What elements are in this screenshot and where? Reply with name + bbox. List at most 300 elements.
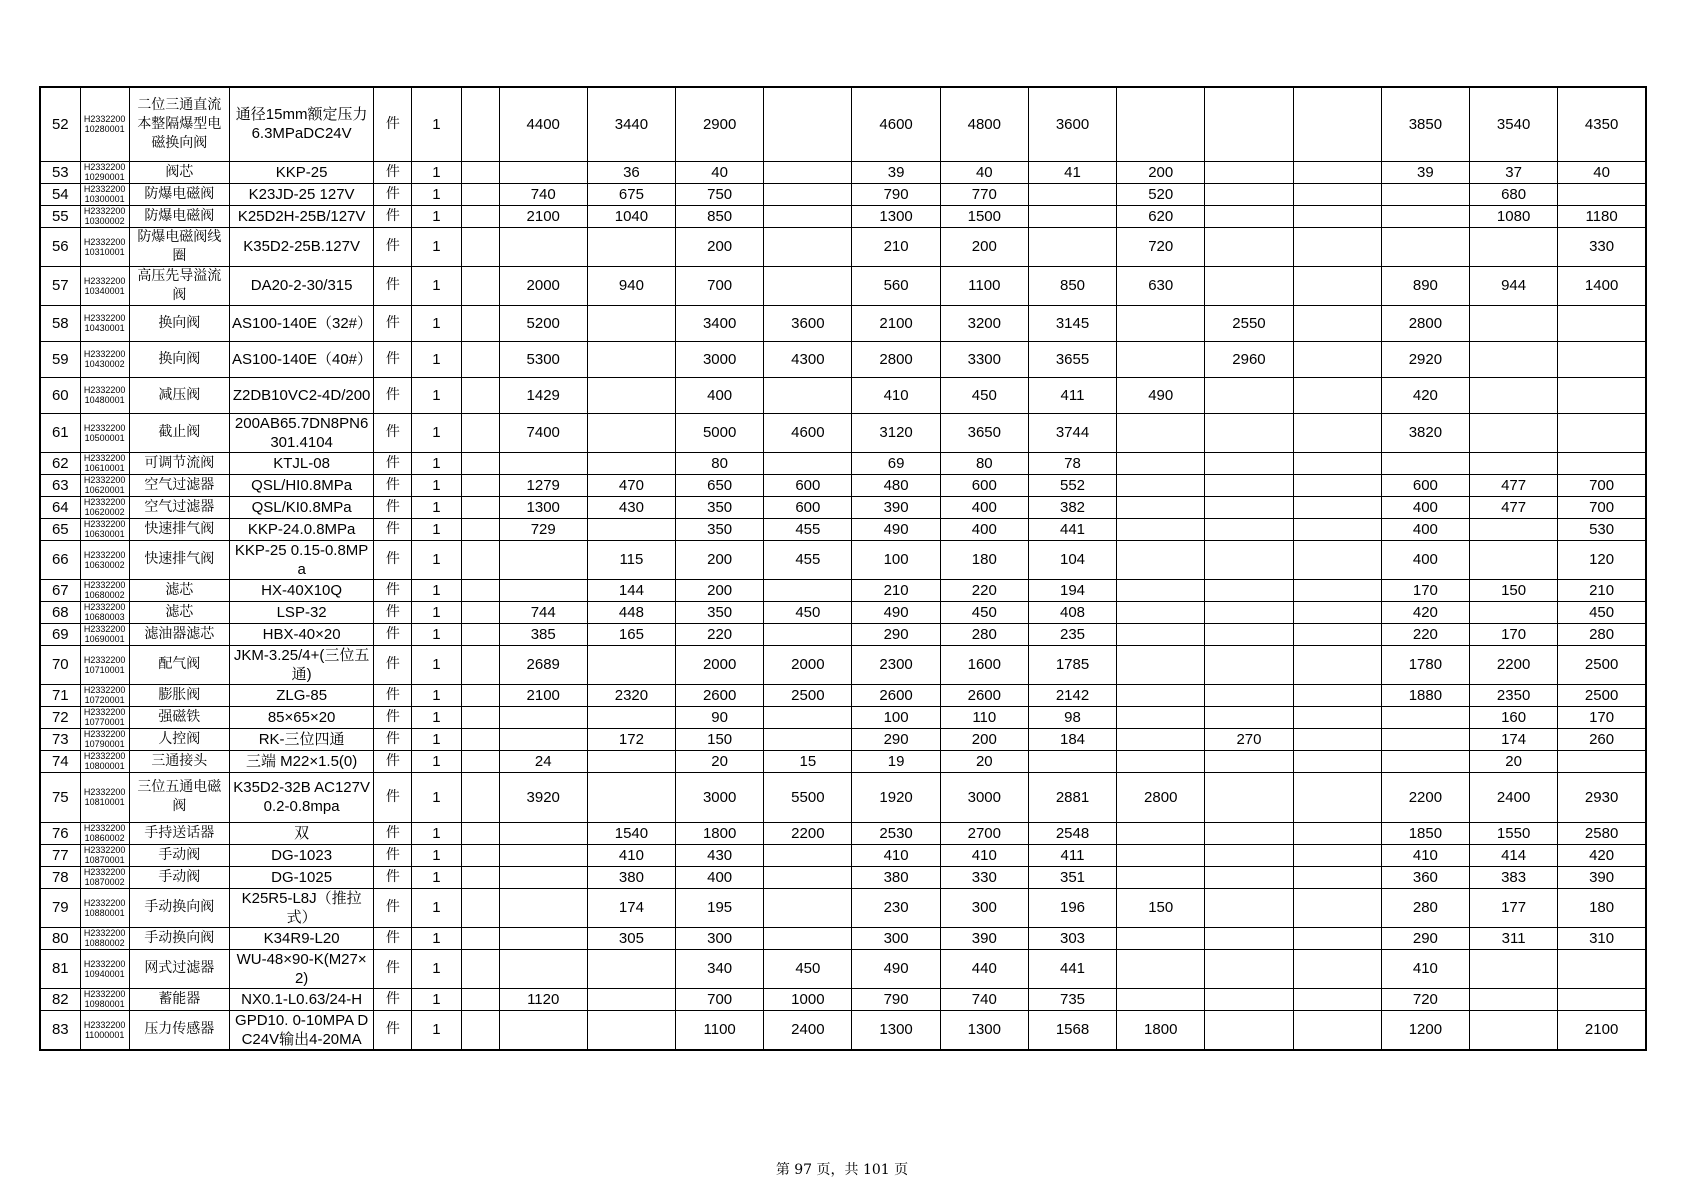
price-cell <box>764 623 852 645</box>
item-unit: 件 <box>374 266 412 305</box>
price-cell <box>1293 227 1381 266</box>
price-cell: 390 <box>1558 866 1646 888</box>
price-cell: 300 <box>852 927 940 949</box>
price-cell: 2920 <box>1381 341 1469 377</box>
item-name: 配气阀 <box>129 645 229 684</box>
price-cell: 382 <box>1028 496 1116 518</box>
price-cell: 350 <box>676 518 764 540</box>
price-cell: 1785 <box>1028 645 1116 684</box>
item-unit: 件 <box>374 227 412 266</box>
price-cell: 2930 <box>1558 772 1646 822</box>
price-cell: 1300 <box>499 496 587 518</box>
material-code: H2332200 10430002 <box>80 341 129 377</box>
price-cell: 770 <box>940 183 1028 205</box>
row-number: 54 <box>40 183 80 205</box>
price-cell <box>499 227 587 266</box>
price-cell: 2100 <box>1558 1010 1646 1050</box>
price-cell <box>1470 1010 1558 1050</box>
price-cell <box>1205 949 1293 988</box>
table-row <box>40 623 1646 645</box>
price-cell <box>461 413 499 452</box>
price-cell: 24 <box>499 750 587 772</box>
price-cell: 390 <box>940 927 1028 949</box>
price-cell <box>764 866 852 888</box>
price-cell: 144 <box>587 579 675 601</box>
page-footer: 第 97 页，共 101 页 <box>775 1162 909 1178</box>
price-cell: 5300 <box>499 341 587 377</box>
item-name: 防爆电磁阀 <box>129 183 229 205</box>
item-spec: K25D2H-25B/127V <box>229 205 373 227</box>
price-cell: 520 <box>1117 183 1205 205</box>
price-cell <box>1293 706 1381 728</box>
price-cell: 700 <box>1558 474 1646 496</box>
price-cell: 2200 <box>1381 772 1469 822</box>
price-cell <box>1205 266 1293 305</box>
price-cell <box>499 579 587 601</box>
item-unit: 件 <box>374 888 412 927</box>
table-row <box>40 227 1646 266</box>
table-row <box>40 205 1646 227</box>
price-cell <box>461 161 499 183</box>
price-cell <box>1205 988 1293 1010</box>
price-cell: 351 <box>1028 866 1116 888</box>
price-cell: 3540 <box>1470 87 1558 161</box>
item-quantity: 1 <box>412 305 461 341</box>
price-cell: 411 <box>1028 844 1116 866</box>
row-number: 71 <box>40 684 80 706</box>
price-cell: 680 <box>1470 183 1558 205</box>
material-code: H2332200 10620001 <box>80 474 129 496</box>
price-cell <box>1117 413 1205 452</box>
item-spec: NX0.1-L0.63/24-H <box>229 988 373 1010</box>
price-cell: 36 <box>587 161 675 183</box>
row-number: 81 <box>40 949 80 988</box>
price-cell: 650 <box>676 474 764 496</box>
material-code: H2332200 10690001 <box>80 623 129 645</box>
item-quantity: 1 <box>412 822 461 844</box>
price-cell: 2960 <box>1205 341 1293 377</box>
price-cell: 720 <box>1381 988 1469 1010</box>
price-cell: 80 <box>676 452 764 474</box>
row-number: 59 <box>40 341 80 377</box>
material-code: H2332200 10300002 <box>80 205 129 227</box>
price-cell <box>1558 341 1646 377</box>
item-quantity: 1 <box>412 728 461 750</box>
price-cell: 740 <box>499 183 587 205</box>
item-name: 强磁铁 <box>129 706 229 728</box>
item-spec: HBX-40×20 <box>229 623 373 645</box>
price-cell <box>461 452 499 474</box>
item-name: 阀芯 <box>129 161 229 183</box>
item-spec: K35D2-25B.127V <box>229 227 373 266</box>
price-cell: 2881 <box>1028 772 1116 822</box>
item-spec: KKP-25 <box>229 161 373 183</box>
price-cell <box>461 183 499 205</box>
row-number: 69 <box>40 623 80 645</box>
price-cell <box>461 601 499 623</box>
row-number: 53 <box>40 161 80 183</box>
price-cell <box>764 183 852 205</box>
item-spec: KKP-25 0.15-0.8MPa <box>229 540 373 579</box>
item-unit: 件 <box>374 684 412 706</box>
price-cell <box>587 452 675 474</box>
price-cell: 210 <box>1558 579 1646 601</box>
price-cell <box>587 227 675 266</box>
price-cell <box>587 772 675 822</box>
price-cell: 720 <box>1117 227 1205 266</box>
price-cell: 400 <box>1381 518 1469 540</box>
price-cell: 480 <box>852 474 940 496</box>
item-unit: 件 <box>374 518 412 540</box>
table-row <box>40 474 1646 496</box>
price-cell: 1080 <box>1470 205 1558 227</box>
price-cell <box>1028 183 1116 205</box>
table-row <box>40 866 1646 888</box>
price-cell: 477 <box>1470 496 1558 518</box>
item-quantity: 1 <box>412 579 461 601</box>
price-cell: 411 <box>1028 377 1116 413</box>
price-cell: 174 <box>587 888 675 927</box>
price-cell <box>1293 645 1381 684</box>
price-cell <box>1381 183 1469 205</box>
item-spec: KTJL-08 <box>229 452 373 474</box>
row-number: 52 <box>40 87 80 161</box>
price-cell: 790 <box>852 183 940 205</box>
price-cell: 385 <box>499 623 587 645</box>
price-cell <box>1205 579 1293 601</box>
item-unit: 件 <box>374 601 412 623</box>
price-cell <box>1293 822 1381 844</box>
price-cell <box>1117 750 1205 772</box>
price-cell: 380 <box>587 866 675 888</box>
price-cell: 1400 <box>1558 266 1646 305</box>
item-quantity: 1 <box>412 266 461 305</box>
price-cell: 2530 <box>852 822 940 844</box>
price-cell: 390 <box>852 496 940 518</box>
item-unit: 件 <box>374 728 412 750</box>
price-cell <box>587 645 675 684</box>
price-cell: 2100 <box>852 305 940 341</box>
price-cell: 450 <box>940 601 1028 623</box>
price-cell: 235 <box>1028 623 1116 645</box>
price-cell <box>1293 377 1381 413</box>
row-number: 74 <box>40 750 80 772</box>
row-number: 82 <box>40 988 80 1010</box>
price-cell <box>587 1010 675 1050</box>
item-quantity: 1 <box>412 205 461 227</box>
price-cell: 441 <box>1028 518 1116 540</box>
price-cell: 420 <box>1381 601 1469 623</box>
item-spec: DG-1023 <box>229 844 373 866</box>
price-cell: 110 <box>940 706 1028 728</box>
price-cell: 400 <box>940 518 1028 540</box>
price-cell <box>1381 227 1469 266</box>
price-cell <box>461 579 499 601</box>
price-cell: 400 <box>940 496 1028 518</box>
price-cell: 850 <box>1028 266 1116 305</box>
price-cell: 2800 <box>1381 305 1469 341</box>
price-cell: 150 <box>1470 579 1558 601</box>
item-quantity: 1 <box>412 750 461 772</box>
price-cell <box>764 161 852 183</box>
price-cell: 2500 <box>1558 684 1646 706</box>
price-cell <box>1117 540 1205 579</box>
table-row <box>40 496 1646 518</box>
price-cell: 4300 <box>764 341 852 377</box>
price-cell <box>1117 645 1205 684</box>
price-cell: 2548 <box>1028 822 1116 844</box>
price-cell <box>1205 684 1293 706</box>
price-cell: 1180 <box>1558 205 1646 227</box>
price-cell: 410 <box>852 844 940 866</box>
price-cell <box>1293 305 1381 341</box>
item-name: 压力传感器 <box>129 1010 229 1050</box>
item-unit: 件 <box>374 988 412 1010</box>
price-cell <box>1381 728 1469 750</box>
price-cell: 2600 <box>676 684 764 706</box>
price-cell: 940 <box>587 266 675 305</box>
price-cell <box>1293 772 1381 822</box>
price-cell: 790 <box>852 988 940 1010</box>
item-spec: ZLG-85 <box>229 684 373 706</box>
row-number: 66 <box>40 540 80 579</box>
price-cell <box>764 87 852 161</box>
price-cell: 750 <box>676 183 764 205</box>
price-cell: 270 <box>1205 728 1293 750</box>
price-cell <box>461 227 499 266</box>
item-quantity: 1 <box>412 183 461 205</box>
price-cell: 490 <box>852 518 940 540</box>
price-cell <box>1558 988 1646 1010</box>
price-cell <box>1205 452 1293 474</box>
price-cell: 330 <box>1558 227 1646 266</box>
price-cell <box>1470 413 1558 452</box>
item-name: 可调节流阀 <box>129 452 229 474</box>
item-unit: 件 <box>374 377 412 413</box>
row-number: 75 <box>40 772 80 822</box>
price-cell: 1920 <box>852 772 940 822</box>
price-cell: 2800 <box>1117 772 1205 822</box>
material-code: H2332200 10980001 <box>80 988 129 1010</box>
item-quantity: 1 <box>412 844 461 866</box>
material-code: H2332200 10880002 <box>80 927 129 949</box>
price-cell: 600 <box>940 474 1028 496</box>
price-cell: 3000 <box>676 772 764 822</box>
item-unit: 件 <box>374 579 412 601</box>
price-cell <box>499 822 587 844</box>
material-code: H2332200 11000001 <box>80 1010 129 1050</box>
table-row <box>40 579 1646 601</box>
item-spec: 85×65×20 <box>229 706 373 728</box>
price-cell <box>1205 205 1293 227</box>
item-name: 三位五通电磁阀 <box>129 772 229 822</box>
price-cell <box>1293 452 1381 474</box>
material-code: H2332200 10500001 <box>80 413 129 452</box>
price-cell: 2320 <box>587 684 675 706</box>
price-cell <box>1205 706 1293 728</box>
item-spec: K23JD-25 127V <box>229 183 373 205</box>
item-name: 手动换向阀 <box>129 888 229 927</box>
item-name: 换向阀 <box>129 341 229 377</box>
price-cell: 1200 <box>1381 1010 1469 1050</box>
price-cell: 383 <box>1470 866 1558 888</box>
price-cell: 150 <box>1117 888 1205 927</box>
table-row <box>40 772 1646 822</box>
price-cell: 3920 <box>499 772 587 822</box>
table-row <box>40 949 1646 988</box>
price-cell <box>1293 601 1381 623</box>
price-cell <box>587 341 675 377</box>
price-cell: 5500 <box>764 772 852 822</box>
price-cell: 220 <box>1381 623 1469 645</box>
price-cell <box>1117 988 1205 1010</box>
price-cell: 2000 <box>764 645 852 684</box>
item-spec: JKM-3.25/4+(三位五通) <box>229 645 373 684</box>
price-cell <box>1470 452 1558 474</box>
material-code: H2332200 10290001 <box>80 161 129 183</box>
item-unit: 件 <box>374 866 412 888</box>
table-row <box>40 87 1646 161</box>
price-cell: 170 <box>1381 579 1469 601</box>
item-spec: KKP-24.0.8MPa <box>229 518 373 540</box>
price-cell <box>1558 750 1646 772</box>
item-name: 空气过滤器 <box>129 474 229 496</box>
price-cell: 184 <box>1028 728 1116 750</box>
price-cell: 1800 <box>1117 1010 1205 1050</box>
price-cell: 3440 <box>587 87 675 161</box>
price-cell: 196 <box>1028 888 1116 927</box>
price-cell <box>499 866 587 888</box>
price-cell <box>1028 750 1116 772</box>
material-code: H2332200 10630002 <box>80 540 129 579</box>
item-unit: 件 <box>374 844 412 866</box>
material-code: H2332200 10630001 <box>80 518 129 540</box>
price-cell <box>1205 474 1293 496</box>
price-cell: 180 <box>940 540 1028 579</box>
item-spec: HX-40X10Q <box>229 579 373 601</box>
price-cell <box>764 888 852 927</box>
price-cell: 2100 <box>499 205 587 227</box>
price-cell <box>1293 161 1381 183</box>
price-cell: 3600 <box>764 305 852 341</box>
price-cell: 400 <box>676 866 764 888</box>
price-cell <box>1470 518 1558 540</box>
price-cell: 115 <box>587 540 675 579</box>
price-cell <box>1205 377 1293 413</box>
item-spec: 双 <box>229 822 373 844</box>
item-unit: 件 <box>374 183 412 205</box>
price-cell: 2689 <box>499 645 587 684</box>
price-cell <box>1205 518 1293 540</box>
price-cell: 735 <box>1028 988 1116 1010</box>
price-cell: 2600 <box>940 684 1028 706</box>
price-cell: 410 <box>1381 949 1469 988</box>
item-spec: DG-1025 <box>229 866 373 888</box>
price-cell: 744 <box>499 601 587 623</box>
price-cell <box>1117 623 1205 645</box>
price-cell <box>1205 772 1293 822</box>
price-cell <box>461 927 499 949</box>
item-spec: K34R9-L20 <box>229 927 373 949</box>
price-cell: 3000 <box>676 341 764 377</box>
item-name: 空气过滤器 <box>129 496 229 518</box>
price-cell <box>1293 496 1381 518</box>
price-cell: 340 <box>676 949 764 988</box>
price-cell: 300 <box>940 888 1028 927</box>
price-cell: 1850 <box>1381 822 1469 844</box>
price-cell <box>1117 87 1205 161</box>
item-spec: Z2DB10VC2-4D/200 <box>229 377 373 413</box>
price-cell <box>1381 706 1469 728</box>
item-name: 手动阀 <box>129 866 229 888</box>
price-cell: 1300 <box>852 205 940 227</box>
item-quantity: 1 <box>412 772 461 822</box>
price-cell <box>1205 866 1293 888</box>
item-unit: 件 <box>374 161 412 183</box>
material-code: H2332200 10480001 <box>80 377 129 413</box>
price-cell: 1120 <box>499 988 587 1010</box>
price-cell <box>1293 518 1381 540</box>
item-quantity: 1 <box>412 601 461 623</box>
row-number: 62 <box>40 452 80 474</box>
price-cell: 2200 <box>1470 645 1558 684</box>
price-cell: 260 <box>1558 728 1646 750</box>
table-row <box>40 988 1646 1010</box>
material-code: H2332200 10720001 <box>80 684 129 706</box>
price-cell <box>1470 949 1558 988</box>
price-cell <box>1470 601 1558 623</box>
price-cell: 2400 <box>1470 772 1558 822</box>
price-cell: 2400 <box>764 1010 852 1050</box>
price-cell: 1500 <box>940 205 1028 227</box>
price-cell: 330 <box>940 866 1028 888</box>
price-cell: 729 <box>499 518 587 540</box>
table-row <box>40 684 1646 706</box>
material-code: H2332200 10680003 <box>80 601 129 623</box>
item-spec: QSL/KI0.8MPa <box>229 496 373 518</box>
price-cell: 5000 <box>676 413 764 452</box>
price-cell: 1540 <box>587 822 675 844</box>
item-quantity: 1 <box>412 227 461 266</box>
price-cell: 700 <box>1558 496 1646 518</box>
price-cell: 200 <box>1117 161 1205 183</box>
price-cell: 19 <box>852 750 940 772</box>
price-cell: 4400 <box>499 87 587 161</box>
price-cell <box>461 706 499 728</box>
table-row <box>40 844 1646 866</box>
item-name: 防爆电磁阀线圈 <box>129 227 229 266</box>
price-cell: 850 <box>676 205 764 227</box>
price-cell: 675 <box>587 183 675 205</box>
price-cell <box>1205 927 1293 949</box>
price-cell <box>1205 227 1293 266</box>
price-cell: 2900 <box>676 87 764 161</box>
table-row <box>40 645 1646 684</box>
price-cell <box>764 579 852 601</box>
price-cell <box>461 750 499 772</box>
item-name: 网式过滤器 <box>129 949 229 988</box>
item-quantity: 1 <box>412 540 461 579</box>
table-row <box>40 601 1646 623</box>
item-name: 滤芯 <box>129 601 229 623</box>
price-cell: 1429 <box>499 377 587 413</box>
price-cell: 620 <box>1117 205 1205 227</box>
price-cell: 69 <box>852 452 940 474</box>
price-cell <box>587 305 675 341</box>
item-unit: 件 <box>374 205 412 227</box>
price-cell <box>764 227 852 266</box>
table-row <box>40 888 1646 927</box>
